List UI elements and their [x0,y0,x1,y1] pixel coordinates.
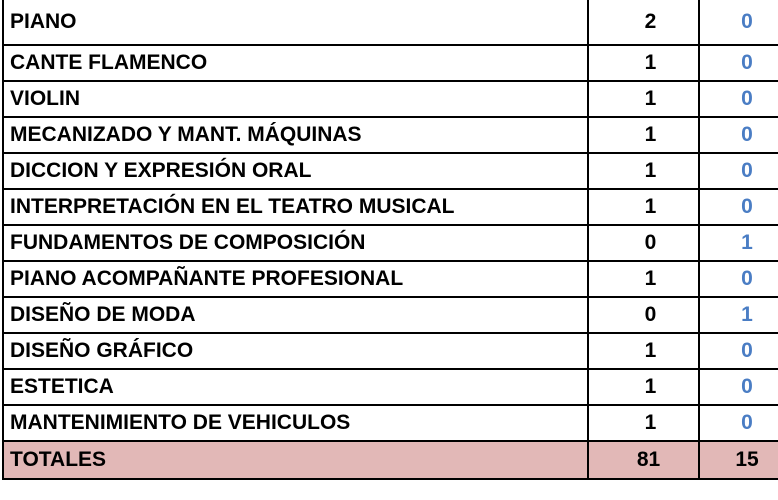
table-row [3,333,778,369]
table-row [3,81,778,117]
course-count-cell[interactable]: 1 [588,117,699,153]
table-row [3,45,778,81]
course-name-cell[interactable]: DISEÑO GRÁFICO [3,333,588,369]
course-name-cell[interactable]: FUNDAMENTOS DE COMPOSICIÓN [3,225,588,261]
course-extra-cell[interactable]: 0 [699,45,778,81]
table-row [3,369,778,405]
course-extra-cell[interactable]: 0 [699,369,778,405]
course-name-cell[interactable]: DICCION Y EXPRESIÓN ORAL [3,153,588,189]
course-name-cell[interactable]: MANTENIMIENTO DE VEHICULOS [3,405,588,441]
course-count-cell[interactable]: 0 [588,225,699,261]
table-row [3,153,778,189]
course-extra-cell[interactable]: 0 [699,0,778,45]
table-row [3,0,778,45]
totals-extra-cell[interactable]: 15 [699,441,778,479]
course-name-cell[interactable]: CANTE FLAMENCO [3,45,588,81]
course-count-cell[interactable]: 1 [588,189,699,225]
table-row [3,189,778,225]
course-name-cell[interactable]: VIOLIN [3,81,588,117]
totals-label-cell[interactable]: TOTALES [3,441,588,479]
course-extra-cell[interactable]: 1 [699,297,778,333]
course-count-cell[interactable]: 1 [588,153,699,189]
course-name-cell[interactable]: MECANIZADO Y MANT. MÁQUINAS [3,117,588,153]
course-count-cell[interactable]: 1 [588,261,699,297]
course-count-cell[interactable]: 1 [588,45,699,81]
course-extra-cell[interactable]: 0 [699,153,778,189]
course-name-cell[interactable]: INTERPRETACIÓN EN EL TEATRO MUSICAL [3,189,588,225]
totals-row [3,441,778,479]
course-count-cell[interactable]: 1 [588,369,699,405]
course-extra-cell[interactable]: 0 [699,117,778,153]
course-extra-cell[interactable]: 0 [699,333,778,369]
totals-count-cell[interactable]: 81 [588,441,699,479]
course-extra-cell[interactable]: 1 [699,225,778,261]
courses-table [2,0,778,480]
course-count-cell[interactable]: 0 [588,297,699,333]
course-name-cell[interactable]: DISEÑO DE MODA [3,297,588,333]
table-row [3,117,778,153]
course-extra-cell[interactable]: 0 [699,189,778,225]
course-count-cell[interactable]: 1 [588,405,699,441]
table-row [3,405,778,441]
course-extra-cell[interactable]: 0 [699,81,778,117]
table-row [3,225,778,261]
course-extra-cell[interactable]: 0 [699,405,778,441]
courses-table-body [3,0,778,479]
course-count-cell[interactable]: 2 [588,0,699,45]
course-extra-cell[interactable]: 0 [699,261,778,297]
course-count-cell[interactable]: 1 [588,333,699,369]
course-name-cell[interactable]: PIANO [3,0,588,45]
table-row [3,261,778,297]
table-row [3,297,778,333]
course-count-cell[interactable]: 1 [588,81,699,117]
course-name-cell[interactable]: ESTETICA [3,369,588,405]
course-name-cell[interactable]: PIANO ACOMPAÑANTE PROFESIONAL [3,261,588,297]
